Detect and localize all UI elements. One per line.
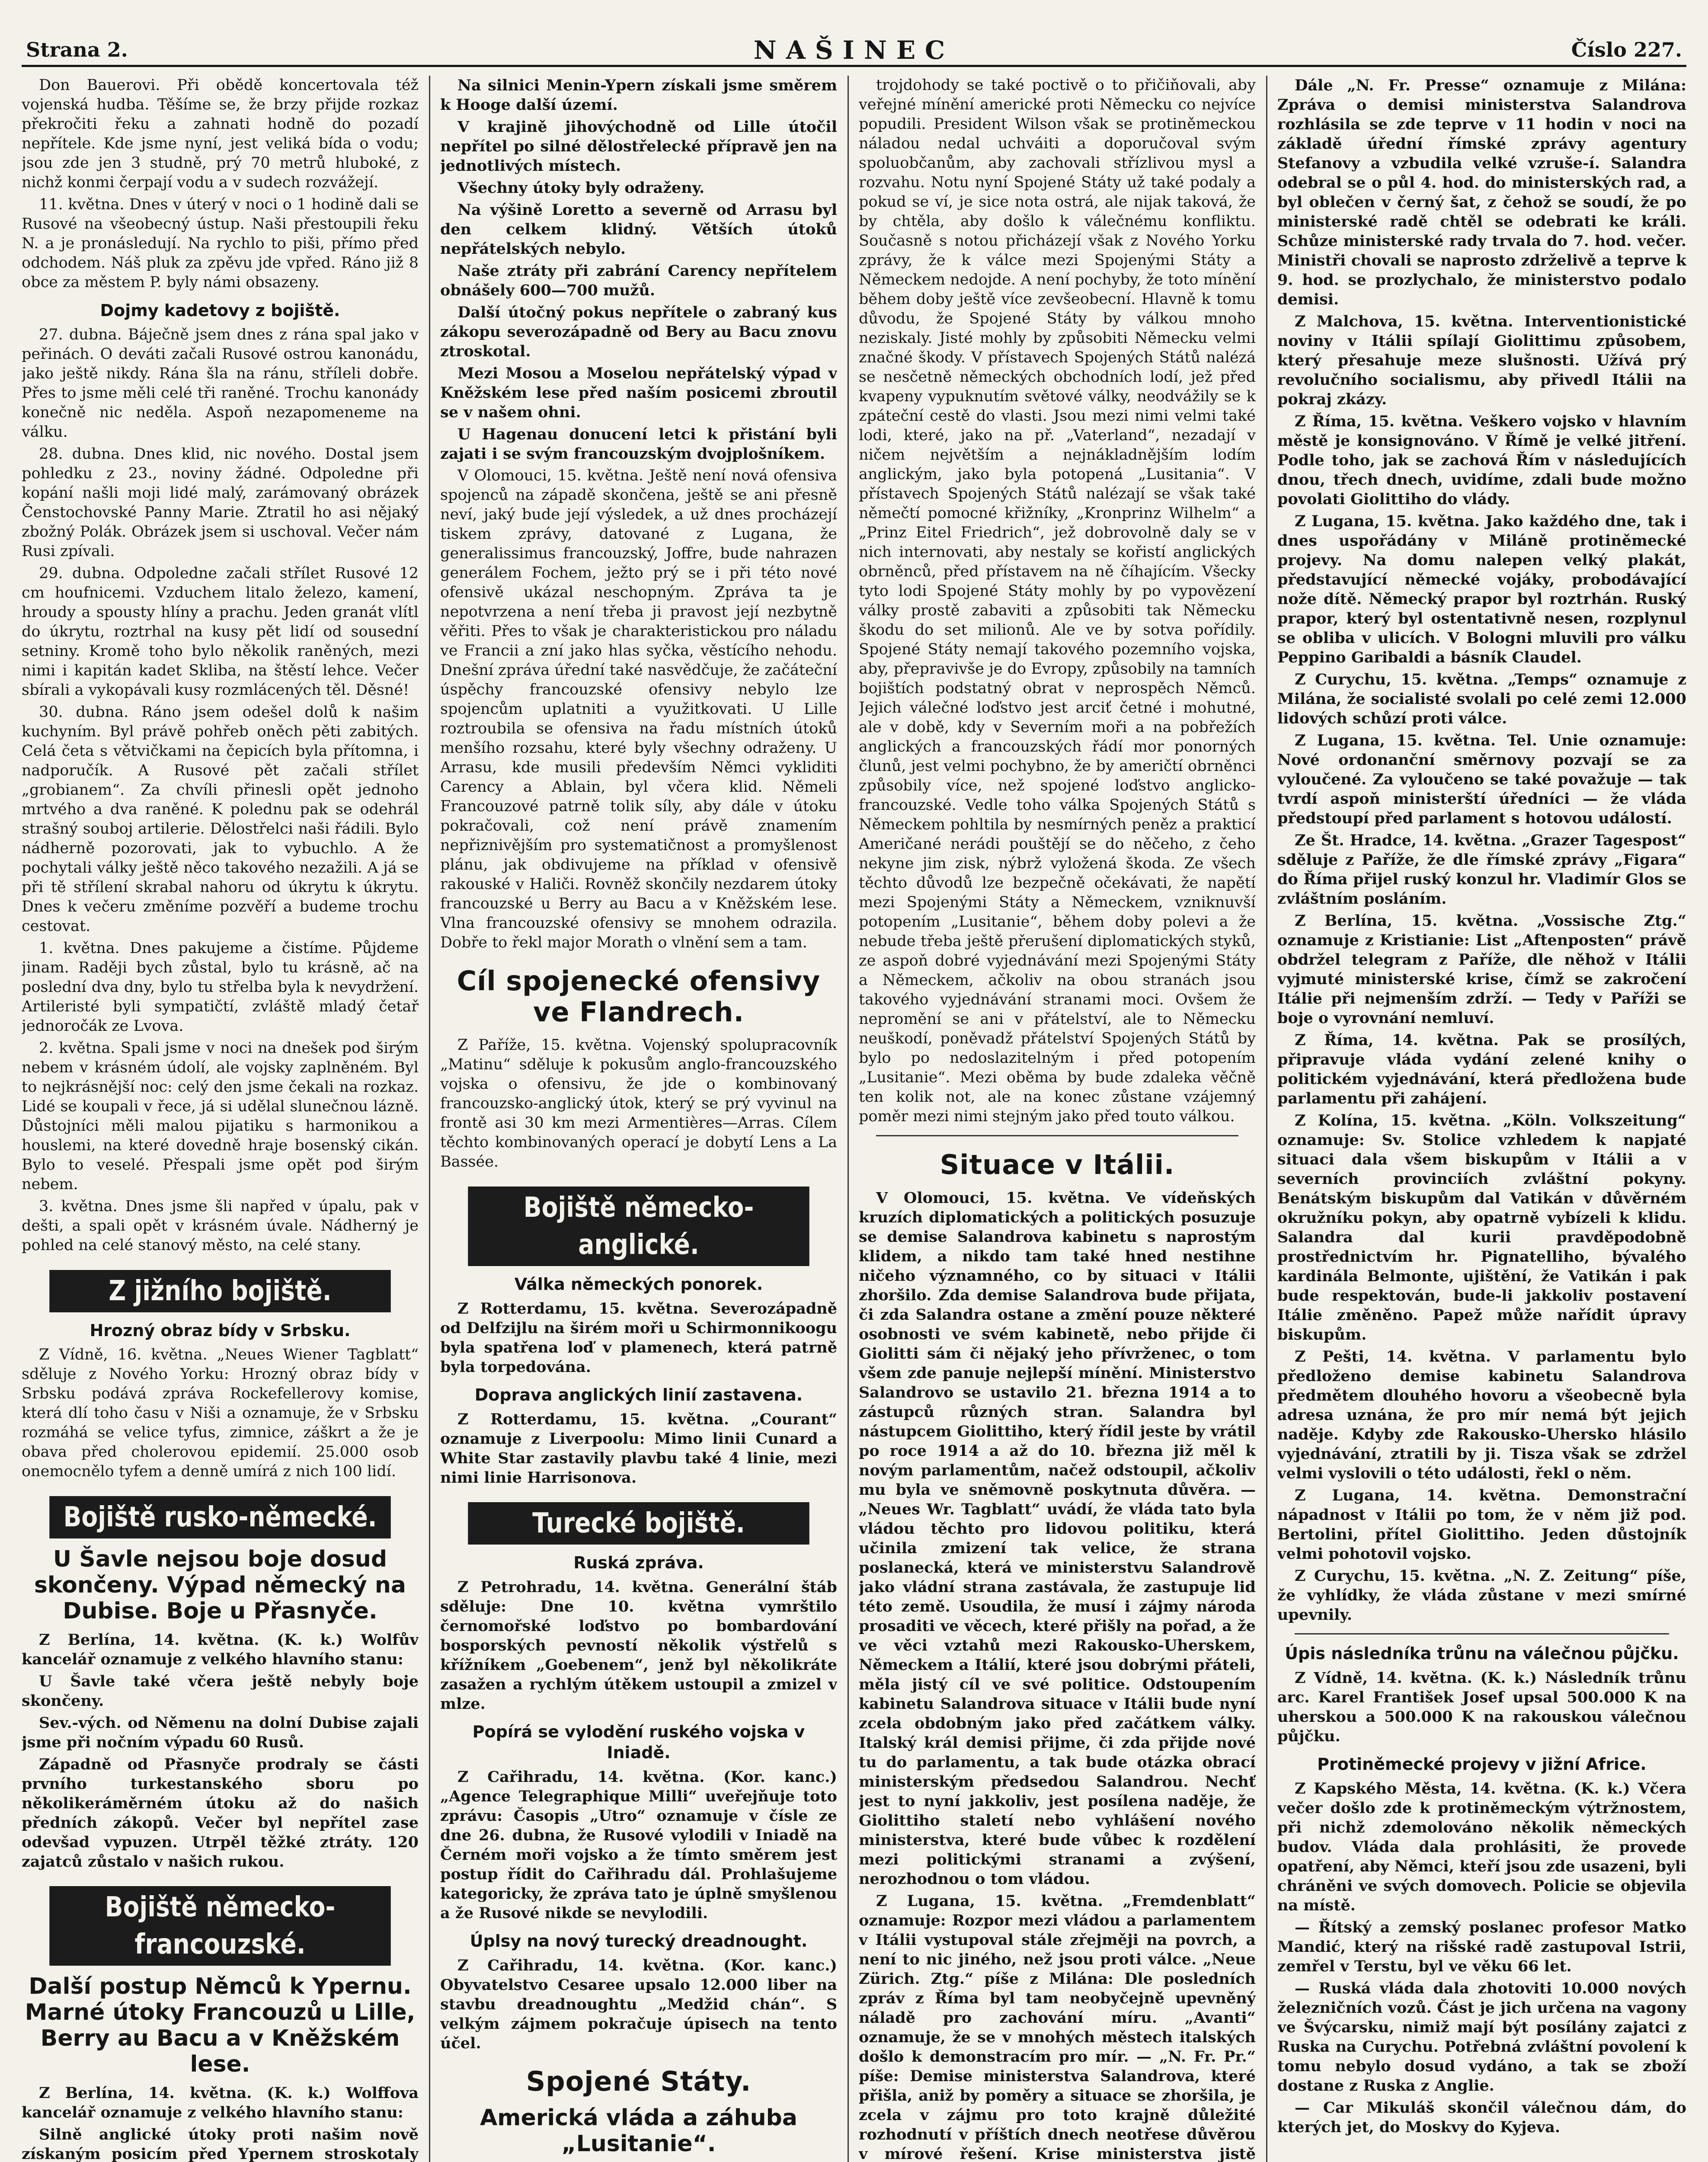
paragraph: Z Kapského Města, 14. května. (K. k.) Včera večer došlo zde k protiněmeckým výtržnostem, při nichž zdemolováno několik německých budov. Vláda dala prohlásiti, že provede opatření, aby Němci, kteří jsou zde usazeni, byli chráněni ve svých domovech. Policie se objevila na místě.: [1277, 1780, 1686, 1914]
article-subheading: Úpis následníka trůnu na válečnou půjčku.: [1285, 1644, 1679, 1663]
section-heading: Z jižního bojiště.: [49, 1270, 390, 1312]
paragraph: Dále „N. Fr. Presse“ oznamuje z Milána: Zpráva o demisi ministerstva Salandrova rozhlásila se zde teprve v 11 hodin v noci na základě úřední římské zprávy agentury Stefanovy a vzbudila velké vzruše-í. Salandra odebral se o půl 4. hod. do ministerských rad, a byl oblečen v černý šat, z čehož se soudí, že po ministerské radě chtěl se odebrati ke králi. Schůze ministerské rady trvala do 7. hod. večer. Ministři chovali se naprosto zdrželivě a teprve k 9. hod. se prozlychalo, že ministerstvo podalo demisi.: [1277, 77, 1686, 308]
paragraph: Z Cařihradu, 14. května. (Kor. kanc.) Obyvatelstvo Cesaree upsalo 12.000 liber na stavbu dreadnoughtu „Medžid chán“. S velkým zájmem pokračuje úpisech na tento účel.: [440, 1957, 837, 2052]
paragraph: Z Lugana, 15. května. Jako každého dne, tak i dnes uspořádány v Miláně protiněmecké projevy. Na domu nalepen velký plakát, představující německé vojáky, probodávající nože dítě. Německý prapor byl roztrhán. Ruský prapor, který byl ostentativně nesen, rozplynul se obliba v ulicích. V Bologni mluvili pro válku Peppino Garibaldi a básník Claudel.: [1277, 512, 1686, 666]
paragraph: 30. dubna. Ráno jsem odešel dolů k našim kuchyním. Byl právě pohřeb oněch pěti zabitých. Celá četa s větvičkami na čepicích byla přítomna, i nadporučík. A Rusové pět začali střílet „grobianem“. Za chvíli přinesli opět jednoho mrtvého a dva raněné. K polednu pak se odehrál strašný souboj artilerie. Dělostřelci naši řádili. Bylo nádherně pozorovati, jak to vybuchlo. A že pochytali války ještě něco takového nezažili. A já se při tě střílení skrabal nahoru od úkrytu k úkrytu. Dnes k večeru změníme pozvěří a budeme trochu cestovat.: [22, 704, 419, 935]
article-headline: U Šavle nejsou boje dosud skončeny. Výpad německý na Dubise. Boje u Přasnyče.: [34, 1546, 406, 1624]
paragraph: 29. dubna. Odpoledne začali střílet Rusové 12 cm houfnicemi. Vzduchem litalo železo, kamení, hroudy a spousty hlíny a prachu. Jeden granát vlítl do úkrytu, roztrhal na kusy pět lidí od sousední setniny. Kromě toho bylo několik raněných, mezi nimi i kapitán kadet Skliba, na štěstí lehce. Večer sbírali a vykopávali kusy rozmlácených těl. Děsné!: [22, 565, 419, 699]
column-4: [1277, 76, 1686, 2162]
paragraph: Z Říma, 14. května. Pak se prosílých, připravuje vláda vydání zelené knihy o politickém vyjednávání, která předložena bude parlamentu při zahájení.: [1277, 1031, 1686, 1107]
article-headline: Situace v Itálii.: [940, 1149, 1175, 1180]
paragraph: U Šavle také včera ještě nebyly boje skončeny.: [22, 1673, 419, 1710]
paragraph: Mezi Mosou a Moselou nepřátelský výpad v Kněžském lese před naším posicemi zbroutil se v našem ohni.: [440, 365, 837, 421]
article-subheading: Doprava anglických linií zastavena.: [474, 1385, 803, 1404]
paragraph: Všechny útoky byly odraženy.: [457, 179, 705, 197]
paragraph: Z Rotterdamu, 15. května. „Courant“ oznamuje z Liverpoolu: Mimo linii Cunard a White Star zastavily plavbu také 4 linie, mezi nimi linie Harrisonova.: [440, 1410, 837, 1487]
article-subheading: Ruská zpráva.: [573, 1553, 704, 1572]
article-headline: Americká vláda a záhuba „Lusitanie“.: [480, 2105, 797, 2157]
page-number: Strana 2.: [26, 38, 128, 61]
paragraph: Z Lugana, 14. května. Demonstrační nápadnost v Itálii po tom, že v něm již pod. Bertolini, přítel Giolittiho. Jeden důstojník velmi pohotovil vojsko.: [1277, 1487, 1686, 1563]
paragraph: Z Curychu, 15. května. „Temps“ oznamuje z Milána, že socialisté svolali po celé zemi 12.000 lidových schůzí proti válce.: [1277, 671, 1686, 727]
paragraph: V krajině jihovýchodně od Lille útočil nepřítel po silné dělostřelecké přípravě jen na jednotlivých místech.: [440, 118, 837, 175]
section-heading: Bojiště rusko-německé.: [49, 1496, 390, 1538]
paragraph: Na silnici Menin-Ypern získali jsme směrem k Hooge další území.: [440, 77, 837, 114]
article-subheading: Úplsy na nový turecký dreadnought.: [470, 1932, 808, 1951]
issue-number: Číslo 227.: [1571, 38, 1682, 61]
article-subheading: Hrozný obraz bídy v Srbsku.: [90, 1321, 351, 1340]
section-heading: Bojiště německo-francouzské.: [49, 1886, 390, 1966]
paragraph: Z Lugana, 15. května. „Fremdenblatt“ oznamuje: Rozpor mezi vládou a parlamentem v Itálii vystupoval stále zřejměji na povrch, a není to nic jiného, než jsou proti válce. „Neue Zürich. Ztg.“ píše z Milána: Dle posledních zpráv z Říma byl tam neobyčejně upevněný náladě pro zachování míru. „Avanti“ oznamuje, že se v mnohých městech italských došlo k demonstracím pro mír. — „N. Fr. Pr.“ píše: Demise ministerstva Salandrova, které přišla, aniž by poměry a situace se zhoršila, je zcela v zájmu pro toto krajně důležité rozhodnutí v příštích dnech neotřese důvěrou v mírové řešení. Krise ministerstva jistě: [859, 1892, 1256, 2162]
section-heading: Turecké bojiště.: [468, 1502, 809, 1545]
newspaper-page: [22, 26, 1686, 2162]
paragraph: V Olomouci, 15. května. Ještě není nová ofensiva spojenců na západě skončena, ještě se ani přesně neví, jaký bude její výsledek, a už dnes procházejí tiskem zprávy, datované z Lugana, že generalissimus francouzský, Joffre, bude nahrazen generálem Fochem, ježto prý se i při této nové ofensivě ukázal neschopným. Zpráva ta je nepotvrzena a není třeba ji pravost její nezbytně věřiti. Přes to však je charakteristickou pro náladu ve Francii a zní jako hlas syčka, věstícího nehodu. Dnešní zpráva úřední také nasvědčuje, že začáteční úspěchy francouzské ofensivy nebylo lze spojencům uplatniti a využitkovati. U Lille roztroubila se ofensiva na řadu místních útoků menšího rozsahu, které byly všechny odraženy. U Arrasu, kde musili především Němci vykliditi Carency a Ablain, byl včera klid. Němeli Francouzové patrně tolik síly, aby dále v útoku pokračovali, což není právě znamením nepřiznivějším pro systematičnost a promyšlenost plánu, jak obdivujeme na příklad v ofensivě rakouské v Haliči. Rovněž skončily nezdarem útoky francouzské u Berry au Bacu a v Kněžském lese. Vlna francouzské ofensivy se mnohem odrazila. Dobře to řekl major Morath o vlnění sem a tam.: [440, 467, 837, 951]
paragraph: — Ruská vláda dala zhotoviti 10.000 nových železničních vozů. Část je jich určena na vagony ve Švýcarsku, nimiž mají být posílány zajatci z Ruska na Curychu. Potřebná zvláštní povolení k tomu nebylo dosud vydáno, a tak se zboží dostane z Ruska z Anglie.: [1277, 1980, 1686, 2095]
paragraph: trojdohody se také poctivě o to přičiňovali, aby veřejné mínění americké proti Německu co nejvíce popudili. President Wilson však se protiněmeckou náladou nedal uchváiti a doporučoval svým spoluobčanům, aby zachovali střízlivou mysl a rozvahu. Notu nyní Spojené Státy už také podaly a pokud se ví, je sice nota ostrá, ale nijak taková, že by chtěla, aby došlo k válečnému konfliktu. Současně s notou přicházejí však z Nového Yorku zprávy, že k válce mezi Spojenými Státy a Německem nedojde. A není pochyby, že toto mínění během doby ještě více zevšeobecní. Hlavně k tomu důvodu, že Spojené Státy by válkou mnoho neziskaly. Jisté mohly by způsobiti Německu velmi značné škody. V přístavech Spojených Států nalézá se nesčetně německých obchodních lodí, jež před kvapeny vypuknutím světové války, neodvážily se k zpáteční cestě do vlasti. Jsou mezi nimi velmi také lodi, které, jako na př. „Vaterland“, nezadají v ničem největším a nejnákladnějším lodím anglickým, jako byla potopená „Lusitania“. V přístavech Spojených Států nalézají se však také němečtí pomocné křižníky, „Kronprinz Wilhelm“ a „Prinz Eitel Friedrich“, jež dobrovolně daly se v nich internovati, aby nestaly se kořistí anglických obrněnců, před přístavem na ně číhajícím. Všecky tyto lodi Spojené Státy mohly by po vypovězení války prostě zabaviti a způsobiti tak Německu škodu do set milionů. Ale ve by sotva pořídily. Spojené Státy nemají takového pozemního vojska, aby, přepravivše je do Evropy, způsobily na tamních bojištích podstatný obrat v neprospěch Němců. Jejich válečné loďstvo jest arciť četné i mohutné, ale v době, kdy v Severním moři a na pobřežích anglických a francouzských řádí mor ponorných člunů, jest velmi pochybno, že by američtí obrněnci způsobily více, než spojené loďstvo anglicko-francouzské. Vedle toho válka Spojených Států s Německem pohltila by nesmírných peněz a prakticí Američané nerádi pouštějí se do něčeho, z čeho nekyne jim zisk, nýbrž vyložená škoda. Ze všech těchto důvodů lze bezpečně očekávati, že napětí mezi Spojenými Státy a Německem, vzniknuvší potopením „Lusitanie“, během doby polevi a že nebude třeba ještě přerušení diplomatických styků, ze aspoň dobré vyjednávání mezi Spojenými Státy a Německem, ačkoliv na obou stranách jsou takového vyjednávání stranami moci. Ovšem že nepromění se ani v přátelství, ale to Německu neuškodí, poněvadž přátelství Spojených Států by bylo po nedoslazitelným i před potopením „Lusitanie“. Mezi oběma by bude zdaleka věčně ten kolik not, ale na konec zůstane vzájemný poměr mezi nimi stejným jako před touto válkou.: [859, 77, 1256, 1125]
divider: [876, 1135, 1238, 1136]
section-heading: Bojiště německo-anglické.: [468, 1187, 809, 1266]
paragraph: 27. dubna. Báječně jsem dnes z rána spal jako v peřinách. O deváti začali Rusové ostrou kanonádu, jako ještě nikdy. Rána šla na ránu, stříleli dobře. Přes to jsme měli celé tři raněné. Trochu kanonády konečně nic neděla. Aspoň nezapomeneme na válku.: [22, 326, 419, 441]
paragraph: Západně od Přasnyče prodraly se části prvního turkestanského sboru po několikeráměrném útoku až do našich předních zákopů. Večer byl nepřítel zase odevšad vypuzen. Utrpěl těžké ztráty. 120 zajatců zůstalo v našich rukou.: [22, 1756, 419, 1871]
paragraph: Z Curychu, 15. května. „N. Z. Zeitung“ píše, že vyhlídky, že vláda zůstane v mezi smírné upevnily.: [1277, 1567, 1686, 1624]
paragraph: Sev.-vých. od Němenu na dolní Dubise zajali jsme při nočním výpadu 60 Rusů.: [22, 1714, 419, 1751]
paragraph: Z Kolína, 15. května. „Köln. Volkszeitung“ oznamuje: Sv. Stolice vzhledem k napjaté situaci dala všem biskupům v Itálii a v severních provinciích zvláštní pokyny. Benátským biskupům dal Vatikán v důvěrném okružníku pokyn, aby opatrně vybízeli k klidu. Salandra dal kurii pravděpodobně prostřednictvím hr. Pignatelliho, bývalého kardinála Belmonte, ujištění, že Vatikán i pak bude respektován, bude-li jakkoliv postavení Itálie změněno. Papež může nařídit úpravy biskupům.: [1277, 1112, 1686, 1343]
article-subheading: Dojmy kadetovy z bojiště.: [100, 301, 340, 320]
paragraph: 11. května. Dnes v úterý v noci o 1 hodině dali se Rusové na všeobecný ústup. Naši přestoupili řeku N. a je pronásledují. Na rychlo to piši, přímo před odchodem. Náš pluk za zpěvu jde vpřed. Ráno již 8 obce za městem P. byly námi obsazeny.: [22, 196, 419, 291]
paragraph: Ze Št. Hradce, 14. května. „Grazer Tagespost“ sděluje z Paříže, že dle římské zprávy „Figara“ do Říma přijel ruský konzul hr. Vladimír Glos se zvláštním posláním.: [1277, 832, 1686, 908]
column-rule: [1266, 76, 1267, 2162]
paragraph: Z Malchova, 15. května. Interventionistické noviny v Itálii spílají Giolittimu způsobem, který přesahuje meze slušnosti. Užívá prý revolučního socialismu, aby přivedl Itálii na pokraj zkázy.: [1277, 313, 1686, 408]
paragraph: 28. dubna. Dnes klid, nic nového. Dostal jsem pohledku z 23., noviny žádné. Odpoledne při kopání našli moji lidé malý, zarámovaný obrázek Čenstochovské Panny Marie. Ztratil ho asi nějaký zbožný Polák. Obrázek jsem si uschoval. Večer nám Rusi zpívali.: [22, 445, 419, 560]
paragraph: Z Pešti, 14. května. V parlamentu bylo předloženo demise kabinetu Salandrova předmětem dlouhého hovoru a všeobecně byla adresa uznána, že pro mír nemá být jejich naděje. Kdyby zde Rakousko-Uhersko hlásilo vyjednávání, ztratili by ji. Tisza však se zdržel velmi vyslovili o této události, řekl o něm.: [1277, 1348, 1686, 1482]
paragraph: Z Cařihradu, 14. května. (Kor. kanc.) „Agence Telegraphique Milli“ uveřejňuje toto zprávu: Časopis „Utro“ oznamuje v čísle ze dne 26. dubna, že Rusové vylodili v Iniadě na Černém moři vojsko a že tímto směrem jest postup řídit do Cařihradu dál. Prohlašujeme kategoricky, že zpráva tato je úplně smyšlenou a že Rusové nikde se nevylodili.: [440, 1768, 837, 1922]
paragraph: Z Petrohradu, 14. května. Generální štáb sděluje: Dne 10. května vymrštilo černomořské loďstvo po bombardování bosporských pevností několik výstřelů s křížníkem „Goebenem“, jenž byl několikráte zasažen a rychlým útěkem ustoupil a zmizel v mlze.: [440, 1578, 837, 1713]
paragraph: Naše ztráty při zabrání Carency nepřítelem obnášely 600—700 mužů.: [440, 262, 837, 299]
paragraph: 2. května. Spali jsme v noci na dnešek pod širým nebem v krásném údolí, ale vojsky zaplněném. Byl to nejkrásnější noc: celý den jsme čekali na rozkaz. Lidé se koupali v řece, já si udělal slunečnou lázně. Důstojníci měli malou pijatiku s harmonikou a houslemi, na které dovedně hraje bosenský cikán. Bylo to veselé. Přespali jsme opět pod širým nebem.: [22, 1039, 419, 1193]
article-subheading: Protiněmecké projevy v jižní Africe.: [1317, 1755, 1647, 1774]
paragraph: Z Berlína, 14. května. (K. k.) Wolffova kancelář oznamuje z velkého hlavního stanu:: [22, 2084, 419, 2121]
paragraph: U Hagenau donucení letci k přistání byli zajati i se svým francouzským dvojplošníkem.: [440, 425, 837, 463]
paragraph: — Car Mikuláš skončil válečnou dám, do kterých jet, do Moskvy do Kyjeva.: [1277, 2099, 1686, 2136]
paragraph: V Olomouci, 15. května. Ve vídeňských kruzích diplomatických a politických posuzuje se demise Salandrova kabinetu s naprostým klidem, a nikdo tam také hned nestihne ničeho významného, co by situaci v Itálii zhoršilo. Zda demise Salandrova bude přijata, či zda Salandra ostane a změní pouze některé osobnosti ve svém kabinetě, nebo přijde či Giolitti sám či nějaký jeho přívrženec, o tom všem zde panuje nejlepší mínění. Ministerstvo Salandrovo se ustavilo 21. března 1914 a to zástupců různých stran. Salandra byl nástupcem Giolittiho, který řídil jeste by vrátil po roce 1914 a až do 10. března již měl k novým parlamentům, načež odstoupil, ačkoliv mu byla ve sněmovně poskytnuta důvěra. — „Neues Wr. Tagblatt“ uvádí, že vláda tato byla vládou těchto pro lidovou politiku, která učinila zmizení tak velice, že strana poslanecká, která ve ministerstvu Salandrově jako vládní strana zastávala, že zastupuje lid této země. Usoudila, že musí i zájmy národa prosaditi ve věcech, které přišly na pořad, a že ve věci vztahů mezi Rakousko-Uherskem, Německem a Itálií, které jsou dobrými přáteli, měla jistý cíl ve své politice. Odstoupením kabinetu Salandrova situace v Itálii bude nyní zcela obdobným jako před začátkem války. Italský král demisi přijme, či zda přijde nové tu do parlamentu, a tak bude otázka obrací ministerským předsedou Salandrou. Nechť jest to nyní jakkoliv, jest posílena naděje, že Giolittiho staletí nebo vyhlášení nového ministerstva, které bude vůbec k rozdělení mezi politickými stranami a zvýšení, nerozhodnou o tom vládou.: [859, 1189, 1256, 1888]
paragraph: 1. května. Dnes pakujeme a čistíme. Půjdeme jinam. Raději bych zůstal, bylo tu krásně, ač na poslední dva dny, bylo tu střelba byla k nevydržení. Artileristé byli sympatičtí, zvláště mladý četař jednoročák ze Lvova.: [22, 940, 419, 1035]
paragraph: Na výšině Loretto a severně od Arrasu byl den celkem klidný. Větších útoků nepřátelských nebylo.: [440, 201, 837, 258]
article-headline: Cíl spojenecké ofensivy ve Flandrech.: [457, 965, 821, 1028]
paragraph: Z Paříže, 15. května. Vojenský spolupracovník „Matinu“ sděluje k pokusům anglo-francouzského vojska o ofensivu, že jde o kombinovaný francouzsko-anglický útok, který se prý vyvinul na frontě asi 30 km mezi Armentières—Arras. Cílem těchto kombinovaných operací je dobytí Lens a La Bassée.: [440, 1036, 837, 1171]
column-rule: [848, 76, 849, 2162]
paragraph: Z Vídně, 14. května. (K. k.) Následník trůnu arc. Karel František Josef upsal 500.000 K na uherskou a 500.000 K na rakouskou válečnou půjčku.: [1277, 1669, 1686, 1745]
paragraph: Z Rotterdamu, 15. května. Severozápadně od Delfzijlu na širém moři u Schirmonnikoogu byla spatřena loď v plamenech, která patrně byla torpedována.: [440, 1300, 837, 1376]
paragraph: Silně anglické útoky proti našim nově získaným posicím před Ypernem stroskotaly: [22, 2126, 419, 2162]
article-subheading: Válka německých ponorek.: [514, 1275, 763, 1294]
paragraph: Z Berlína, 14. května. (K. k.) Wolfův kancelář oznamuje z velkého hlavního stanu:: [22, 1631, 419, 1668]
article-headline: Další postup Němců k Ypernu. Marné útoky Francouzů u Lille, Berry au Bacu a v Kněžském lese.: [25, 1973, 416, 2077]
newspaper-title: NAŠINEC: [753, 35, 955, 65]
column-2: [440, 76, 837, 2162]
paragraph: Další útočný pokus nepřítele o zabraný kus zákopu severozápadně od Bery au Bacu znovu ztroskotal.: [440, 304, 837, 360]
article-subheading: Popírá se vylodění ruského vojska v Iniadě.: [472, 1722, 805, 1762]
paragraph: Don Bauerovi. Při obědě koncertovala též vojenská hudba. Těšíme se, že brzy přijde rozkaz překročiti řeku a zahnati hodně do pozadí nepřítele. Kde jsme nyní, jest veliká bída o vodu; jsou zde jen 3 studně, prý 70 metrů hluboké, z nichž konmi čerpají vodu a v sudech rozvážejí.: [22, 77, 419, 191]
paragraph: Z Říma, 15. května. Veškero vojsko v hlavním městě je konsignováno. V Římě je velké jitření. Podle toho, jak se zachová Řím v následujících dnou, třech dnech, uvidíme, zdali bude možno povolati Giolittiho do vlády.: [1277, 413, 1686, 508]
masthead: [22, 26, 1686, 67]
column-1: [22, 76, 419, 2162]
divider: [1295, 1633, 1669, 1634]
paragraph: Z Vídně, 16. května. „Neues Wiener Tagblatt“ sděluje z Nového Yorku: Hrozný obraz bídy v Srbsku podává zpráva Rockefellerovy komise, která dlí toho času v Niši a oznamuje, že v Srbsku rozmáhá se velice tyfus, zimnice, záškrt a že je obava před cholerovou epidemií. 25.000 osob onemocnělo tyfem a denně umírá z nich 100 lidí.: [22, 1346, 419, 1480]
paragraph: — Řítský a zemský poslanec profesor Matko Mandić, který na rišské radě zastupoval Istrii, zemřel v Terstu, byl ve věku 66 let.: [1277, 1919, 1686, 1975]
section-heading: Spojené Státy.: [526, 2066, 752, 2097]
paragraph: 3. května. Dnes jsme šli napřed v úpalu, pak v dešti, a spali opět v krásném úvale. Nádherný je pohled na celé stanový město, na celé stany.: [22, 1198, 419, 1254]
paragraph: Z Lugana, 15. května. Tel. Unie oznamuje: Nové ordonanční směrnovy pozvají se za vyloučené. Za vyloučeno se také považuje — tak tvrdí aspoň ministerští úředníci — že vláda předstoupí před parlament s hotovou událostí.: [1277, 732, 1686, 827]
paragraph: Z Berlína, 15. května. „Vossische Ztg.“ oznamuje z Kristianie: List „Aftenposten“ právě obdržel telegram z Paříže, dle něhož v Itálii vyjmuté ministerské krise, čímž se zakročení Itálie při nejmenším zdrží. — Tedy v Paříži se boje o vyrovnání nemluví.: [1277, 912, 1686, 1027]
column-3: [859, 76, 1256, 2162]
column-rule: [429, 76, 430, 2162]
